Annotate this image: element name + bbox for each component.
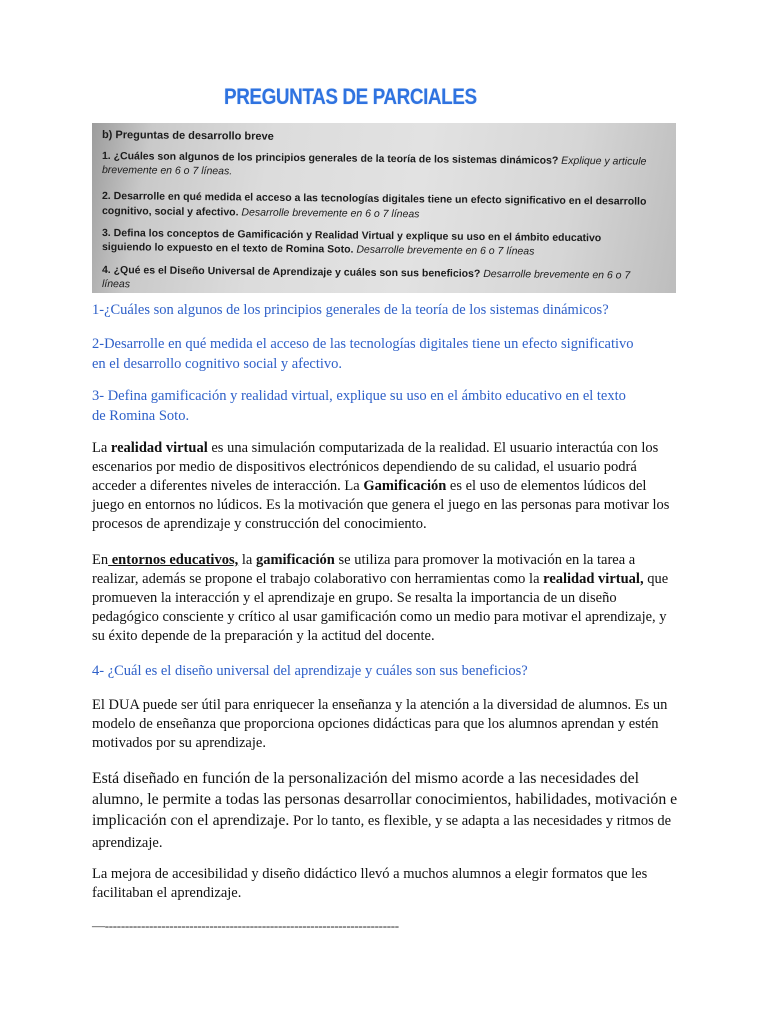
photo-line: 1. ¿Cuáles son algunos de los principios generales de la teoría de los sistemas dinámicos? Explique y articule <box>101 150 647 168</box>
answer-3-paragraph-2: En entornos educativos, la gamificación se utiliza para promover la motivación en la tarea a realizar, además se propone el trabajo colaborativo con herramientas como la realidad virtual, que promueven la interacción y el aprendizaje en grupo. Se resalta la importancia de un diseño pedagógico consciente y crítico al usar gamificación como un medio para motivar el aprendizaje, y su éxito depende de la preparación y la actitud del docente. <box>92 552 669 644</box>
question-2 <box>92 334 682 374</box>
answer-4-paragraph-3: La mejora de accesibilidad y diseño didáctico llevó a muchos alumnos a elegir formatos que les facilitaban el aprendizaje. <box>92 866 648 901</box>
question-2-line-2: en el desarrollo cognitivo social y afectivo. <box>92 356 343 372</box>
question-4: 4- ¿Cuál es el diseño universal del aprendizaje y cuáles son sus beneficios? <box>92 663 528 679</box>
question-3-line-2: de Romina Soto. <box>92 408 190 424</box>
separator-line: —------------------------------------------------------------------------- <box>92 918 399 933</box>
photo-line: brevemente en 6 o 7 líneas. <box>101 164 233 178</box>
answer-3-paragraph-1: La realidad virtual es una simulación computarizada de la realidad. El usuario interactúa con los escenarios por medio de dispositivos electrónicos dependiendo de su calidad, el usuario podrá acceder a diferentes niveles de interacción. La Gamificación es el uso de elementos lúdicos del juego en entornos no lúdicos. Es la motivación que genera el juego en las personas para motivar los procesos de aprendizaje y construcción del conocimiento. <box>92 440 670 532</box>
photo-line: líneas <box>101 278 131 291</box>
photo-line: 4. ¿Qué es el Diseño Universal de Aprendizaje y cuáles son sus beneficios? Desarrolle brevemente en 6 o 7 <box>101 264 631 282</box>
page-title: PREGUNTAS DE PARCIALES <box>224 84 477 109</box>
exam-photo <box>92 123 676 293</box>
question-3-line-1: 3- Defina gamificación y realidad virtual, explique su uso en el ámbito educativo en el texto <box>92 388 626 404</box>
photo-line: 2. Desarrolle en qué medida el acceso a las tecnologías digitales tiene un efecto significativo en el desarrollo <box>101 190 647 208</box>
photo-line: 3. Defina los conceptos de Gamificación y Realidad Virtual y explique su uso en el ámbito educativo <box>101 227 602 245</box>
question-3 <box>92 386 682 426</box>
photo-line: cognitivo, social y afectivo. Desarrolle brevemente en 6 o 7 líneas <box>101 205 420 221</box>
photo-line: siguiendo lo expuesto en el texto de Romina Soto. Desarrolle brevemente en 6 o 7 líneas <box>101 241 535 258</box>
question-2-line-1: 2-Desarrolle en qué medida el acceso de las tecnologías digitales tiene un efecto significativo <box>92 336 634 352</box>
question-1: 1-¿Cuáles son algunos de los principios generales de la teoría de los sistemas dinámicos? <box>92 302 609 318</box>
answer-4-paragraph-1: El DUA puede ser útil para enriquecer la enseñanza y la atención a la diversidad de alumnos. Es un modelo de enseñanza que proporciona opciones didácticas para que los alumnos aprendan y estén motivados por su aprendizaje. <box>92 697 668 751</box>
photo-heading: b) Preguntas de desarrollo breve <box>101 129 274 143</box>
answer-4-paragraph-2: Está diseñado en función de la personalización del mismo acorde a las necesidades del alumno, le permite a todas las personas desarrollar conocimientos, habilidades, motivación e implicación con el aprendizaje. Por lo tanto, es flexible, y se adapta a las necesidades y ritmos de aprendizaje. <box>92 770 678 851</box>
